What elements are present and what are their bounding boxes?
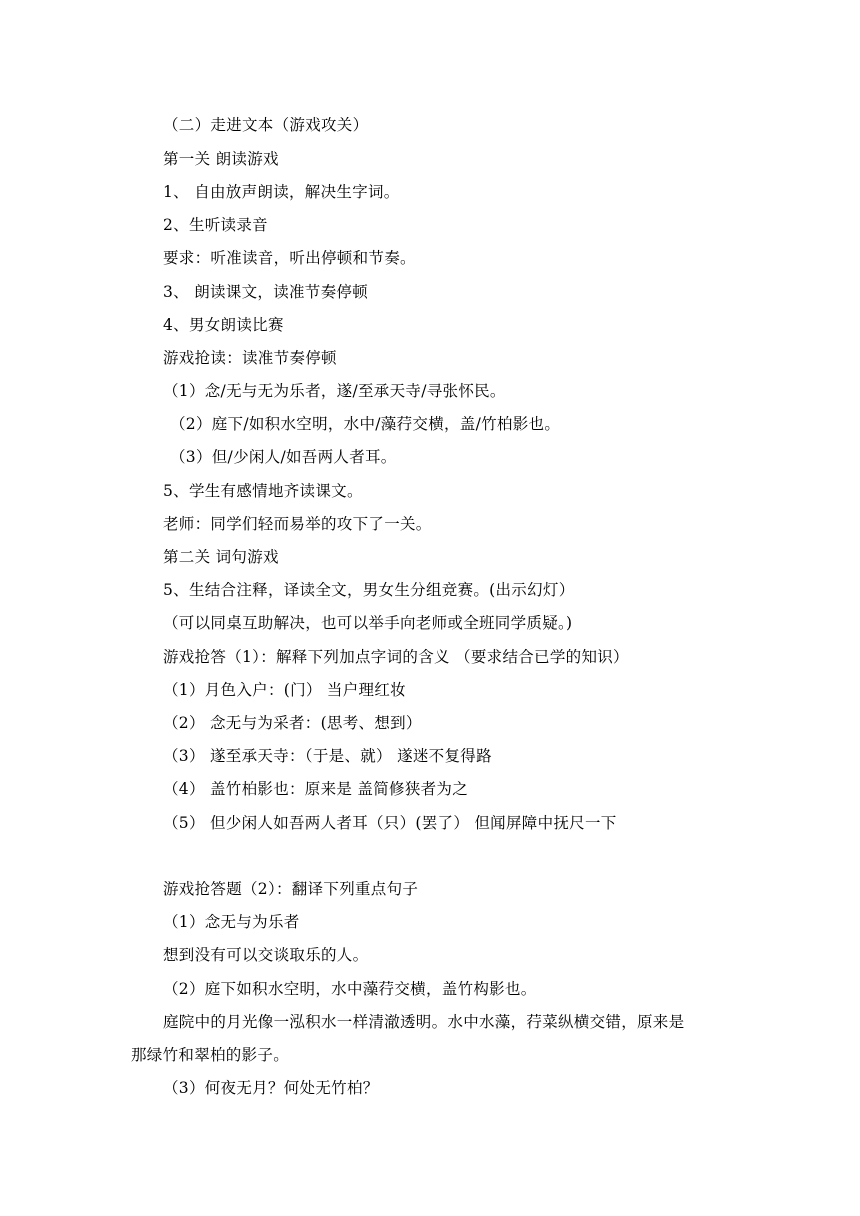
- level-two-heading: 第二关 词句游戏: [163, 548, 279, 566]
- quiz-2-answer-2-line-1: 庭院中的月光像一泓积水一样清澈透明。水中水藻，荇菜纵横交错，原来是: [163, 1013, 685, 1031]
- quiz-1-item-3: （3） 遂至承天寺：（于是、就） 遂迷不复得路: [163, 747, 492, 765]
- quiz-1-item-4: （4） 盖竹柏影也：原来是 盖简修狭者为之: [163, 780, 469, 798]
- quiz-2-item-1: （1）念无与为乐者: [163, 913, 300, 931]
- translation-note: （可以同桌互助解决，也可以举手向老师或全班同学质疑。): [163, 614, 573, 632]
- step-5: 5、学生有感情地齐读课文。: [163, 482, 363, 500]
- requirement-text: 要求：听准读音，听出停顿和节奏。: [163, 249, 416, 267]
- quiz-2-title: 游戏抢答题（2）：翻译下列重点句子: [163, 880, 419, 898]
- quiz-2-answer-1: 想到没有可以交谈取乐的人。: [163, 946, 369, 964]
- reading-item-3: （3）但/少闲人/如吾两人者耳。: [170, 448, 397, 466]
- quiz-1-item-2: （2） 念无与为采者：(思考、想到）: [163, 714, 422, 732]
- quiz-2-answer-2-line-2: 那绿竹和翠柏的影子。: [131, 1046, 290, 1064]
- step-2: 2、生听读录音: [163, 216, 268, 234]
- quiz-1-item-1: （1）月色入户：(门） 当户理红妆: [163, 681, 406, 699]
- section-heading: （二）走进文本（游戏攻关）: [163, 116, 369, 134]
- step-1: 1、 自由放声朗读，解决生字词。: [163, 183, 400, 201]
- quiz-2-item-3: （3）何夜无月？何处无竹柏？: [163, 1079, 379, 1097]
- quiz-1-item-5: （5） 但少闲人如吾两人者耳（只）(罢了） 但闻屏障中抚尺一下: [163, 814, 617, 832]
- reading-game-title: 游戏抢读：读准节奏停顿: [163, 349, 337, 367]
- translation-step: 5、生结合注释，译读全文，男女生分组竞赛。(出示幻灯）: [163, 581, 575, 599]
- quiz-2-item-2: （2）庭下如积水空明，水中藻荇交横，盖竹构影也。: [163, 980, 537, 998]
- step-4: 4、男女朗读比赛: [163, 316, 284, 334]
- step-3: 3、 朗读课文，读准节奏停顿: [163, 283, 368, 301]
- quiz-1-title: 游戏抢答（1）：解释下列加点字词的含义 （要求结合已学的知识）: [163, 648, 629, 666]
- teacher-remark: 老师：同学们轻而易举的攻下了一关。: [163, 515, 432, 533]
- reading-item-2: （2）庭下/如积水空明，水中/藻荇交横，盖/竹柏影也。: [170, 415, 561, 433]
- level-one-heading: 第一关 朗读游戏: [163, 150, 279, 168]
- reading-item-1: （1）念/无与无为乐者，遂/至承天寺/寻张怀民。: [163, 382, 506, 400]
